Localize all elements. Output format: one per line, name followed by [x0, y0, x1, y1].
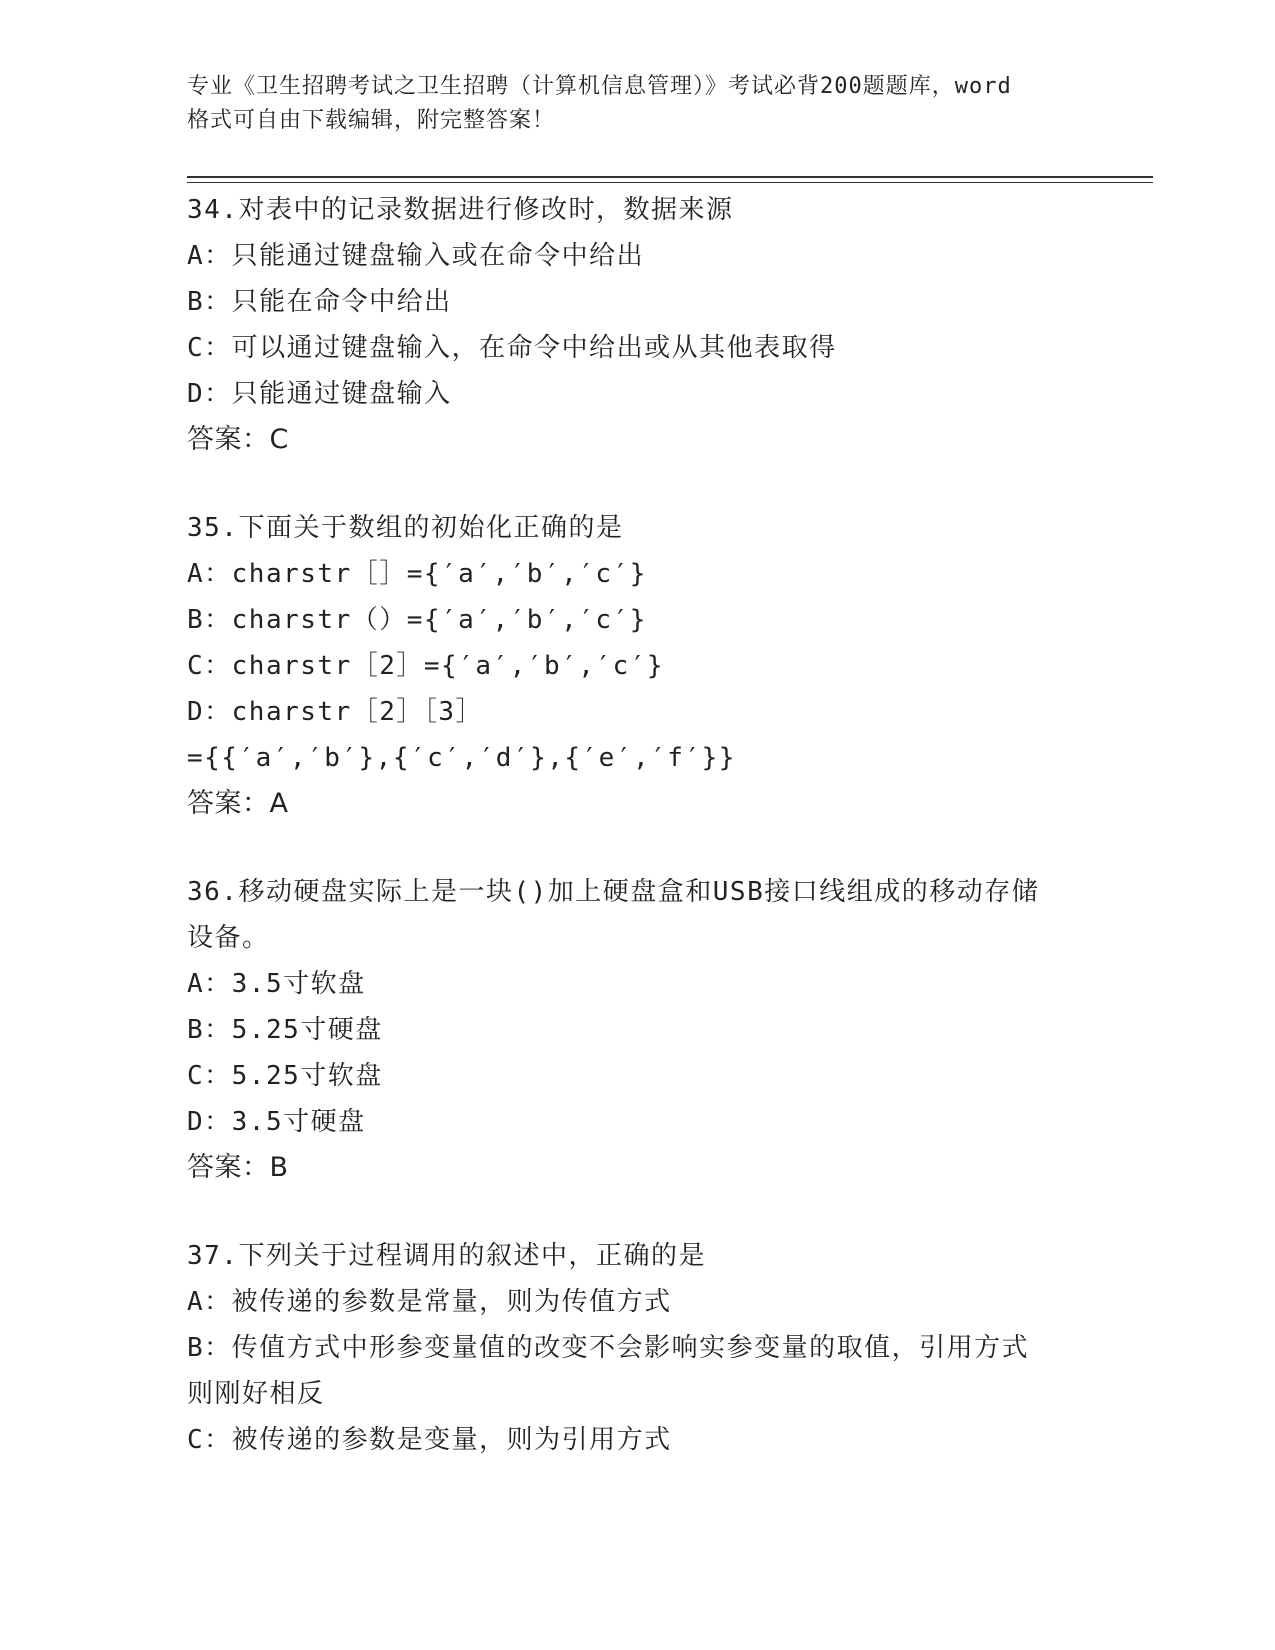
- option-text: B：只能在命令中给出: [187, 287, 452, 317]
- option-text: C：5.25寸软盘: [187, 1061, 383, 1091]
- header-line-2: 格式可自由下载编辑，附完整答案！: [187, 108, 556, 133]
- question-block: [187, 187, 1087, 463]
- option-text: A：charstr［］={′a′,′b′,′c′}: [187, 559, 647, 589]
- question-stem: 34.对表中的记录数据进行修改时，数据来源: [187, 195, 734, 225]
- question-stem: 设备。: [187, 923, 270, 953]
- option-text: C：被传递的参数是变量，则为引用方式: [187, 1425, 672, 1455]
- option-text: D：3.5寸硬盘: [187, 1107, 366, 1137]
- question-stem: 35.下面关于数组的初始化正确的是: [187, 513, 624, 543]
- option-text: C：charstr［2］={′a′,′b′,′c′}: [187, 651, 665, 681]
- option-text: ={{′a′,′b′},{′c′,′d′},{′e′,′f′}}: [187, 743, 736, 773]
- option-text: A：被传递的参数是常量，则为传值方式: [187, 1287, 672, 1317]
- option-text: D：charstr［2］［3］: [187, 697, 484, 727]
- answer-text: 答案：A: [187, 788, 289, 819]
- question-block: [187, 505, 1087, 827]
- option-text: A：3.5寸软盘: [187, 969, 366, 999]
- question-stem: 36.移动硬盘实际上是一块()加上硬盘盒和USB接口线组成的移动存储: [187, 877, 1040, 907]
- option-text: D：只能通过键盘输入: [187, 379, 452, 409]
- header-divider-thin: [187, 182, 1153, 183]
- option-text: C：可以通过键盘输入，在命令中给出或从其他表取得: [187, 333, 837, 363]
- option-text: B：5.25寸硬盘: [187, 1015, 383, 1045]
- question-block: [187, 1233, 1087, 1463]
- question-list: [187, 187, 1087, 1505]
- option-text: A：只能通过键盘输入或在命令中给出: [187, 241, 645, 271]
- document-header: [187, 70, 1107, 138]
- option-text: 则刚好相反: [187, 1379, 325, 1409]
- answer-text: 答案：B: [187, 1152, 289, 1183]
- question-stem: 37.下列关于过程调用的叙述中，正确的是: [187, 1241, 706, 1271]
- header-divider-thick: [187, 176, 1153, 178]
- option-text: B：传值方式中形参变量值的改变不会影响实参变量的取值，引用方式: [187, 1333, 1030, 1363]
- answer-text: 答案：C: [187, 424, 289, 455]
- question-block: [187, 869, 1087, 1191]
- option-text: B：charstr（）={′a′,′b′,′c′}: [187, 605, 647, 635]
- header-line-1: 专业《卫生招聘考试之卫生招聘（计算机信息管理）》考试必背200题题库，word: [187, 74, 1012, 99]
